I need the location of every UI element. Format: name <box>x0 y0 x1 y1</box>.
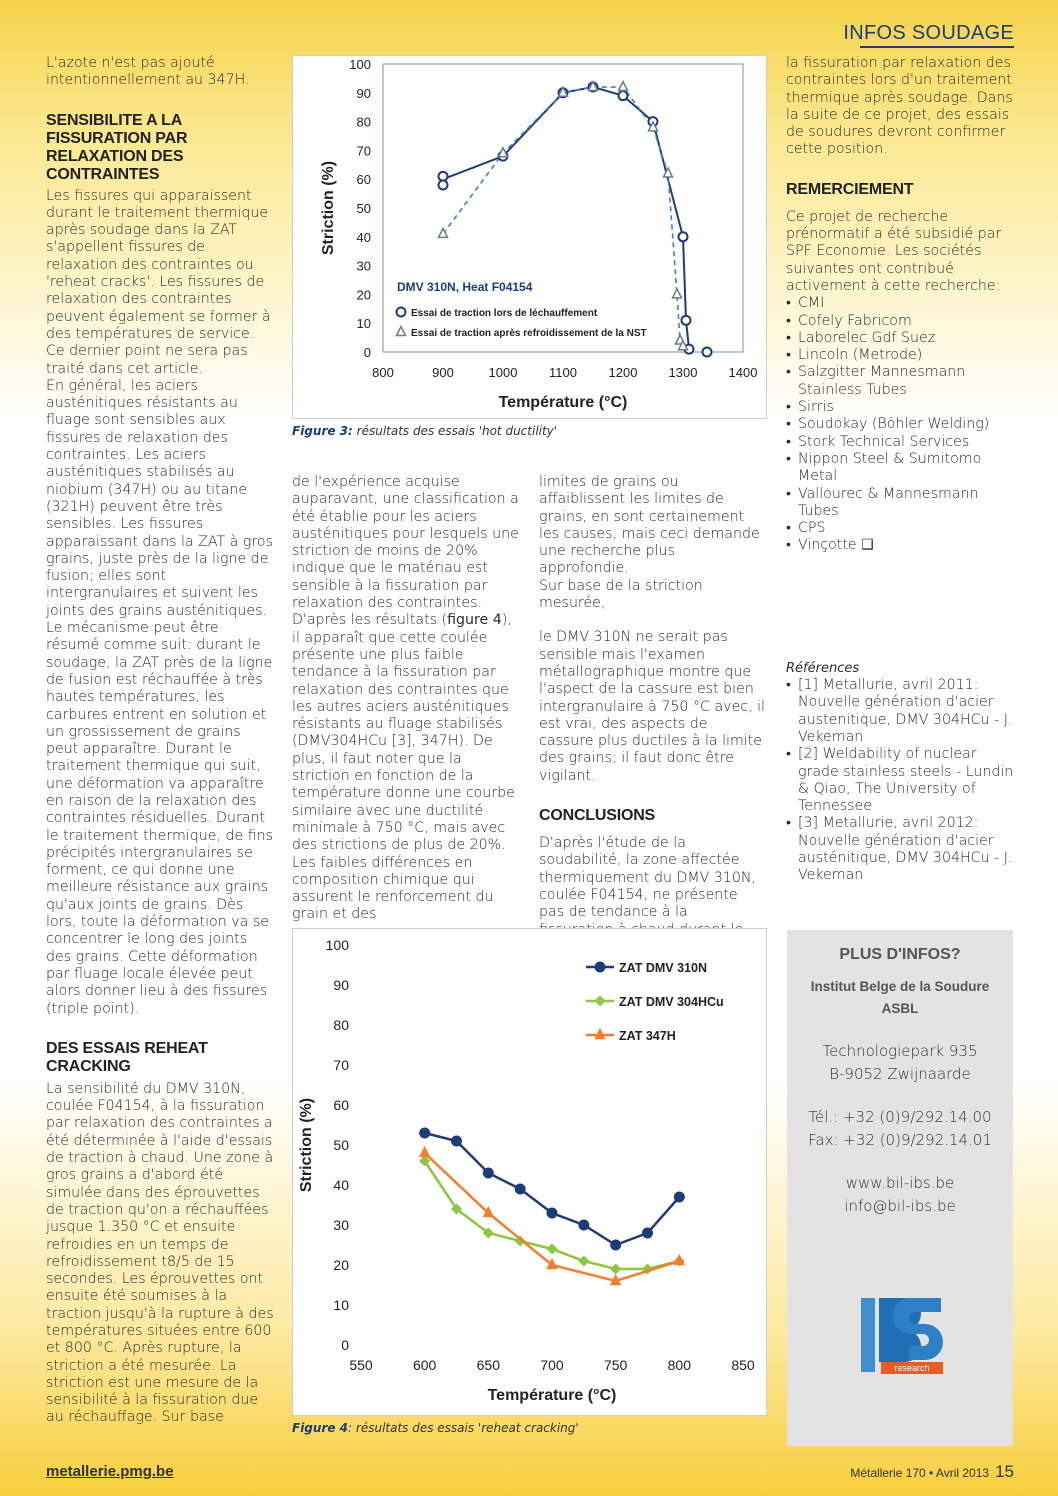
reference-item: • [1] Metallurie, avril 2011: Nouvelle génération d'acier austenitique, DMV 304HCu - J. Vekeman <box>786 677 1014 746</box>
legend-marker <box>596 997 605 1006</box>
y-tick-label: 10 <box>333 1297 349 1313</box>
caption-text: résultats des essais 'hot ductility' <box>352 424 558 438</box>
contact-phones <box>787 1106 1013 1152</box>
data-point <box>619 91 628 100</box>
section-heading: REMERCIEMENT <box>786 180 914 198</box>
sponsor-item: • Salzgitter Mannesmann Stainless Tubes <box>786 364 1014 399</box>
data-point <box>516 1185 525 1194</box>
website-link[interactable]: www.bil-ibs.be <box>845 1174 955 1192</box>
data-point <box>420 1148 429 1157</box>
figure-4-svg <box>293 929 766 1415</box>
y-tick-label: 60 <box>333 1097 349 1113</box>
sponsor-item: • Nippon Steel & Sumitomo Metal <box>786 451 1014 486</box>
figure-3-chart <box>292 55 767 419</box>
figure-3-caption <box>292 424 557 438</box>
issue-text: Métallerie 170 • Avril 2013 <box>850 1466 990 1480</box>
x-tick-label: 1000 <box>488 365 518 380</box>
y-tick-label: 20 <box>356 287 371 303</box>
data-point <box>673 289 682 298</box>
section-heading: DES ESSAIS REHEAT CRACKING <box>46 1039 208 1075</box>
figure-reference: figure 4 <box>447 612 502 629</box>
y-tick-label: 20 <box>333 1257 349 1273</box>
data-point <box>675 1193 684 1202</box>
org-line: Institut Belge de la Soudure <box>810 979 990 994</box>
section-header: INFOS SOUDAGE <box>843 22 1014 44</box>
reference-item: • [2] Weldability of nuclear grade stainless steels - Lundin & Qiao, The University of Tennessee <box>786 746 1014 815</box>
sponsor-item: • Sirris <box>786 399 1014 416</box>
paragraph: la fissuration par relaxation des contraintes lors d'un traitement thermique après soudage. Dans la suite de ce projet, des essais de soudures devront confirmer cette position. <box>786 55 1013 158</box>
sponsor-item: • Vinçotte ❑ <box>786 537 1014 554</box>
data-point <box>420 1129 429 1138</box>
legend-label: ZAT 347H <box>619 1029 676 1043</box>
references-title: Références <box>786 660 860 676</box>
legend-marker <box>596 963 605 972</box>
footer-site-link[interactable]: metallerie.pmg.be <box>46 1463 174 1480</box>
data-point <box>439 180 448 189</box>
fax: Fax: +32 (0)9/292.14.01 <box>808 1131 992 1149</box>
data-point <box>579 1221 588 1230</box>
x-tick-label: 550 <box>349 1357 373 1373</box>
legend-label: Essai de traction après refroidissement de la NST <box>411 328 647 339</box>
footer-issue <box>850 1462 1014 1482</box>
sponsor-item: • Lincoln (Metrode) <box>786 347 1014 364</box>
data-point <box>611 1265 620 1274</box>
figure-label: Figure 3: <box>292 424 353 438</box>
column-4 <box>786 55 1014 885</box>
ibs-logo <box>859 1296 945 1376</box>
y-tick-label: 90 <box>333 977 349 993</box>
data-point <box>579 1257 588 1266</box>
y-tick-label: 40 <box>333 1177 349 1193</box>
contact-web <box>787 1172 1013 1218</box>
paragraph: Le mécanisme peut être résumé comme suit: durant le soudage, la ZAT près de la ligne de fusion est réchauffée à très hautes températures, les carbures entrent en solution et un grossissement de grains peut apparaître. Durant le traitement thermique qui suit, une déformation va apparaître en raison de la relaxation des contraintes résiduelles. Durant le traitement thermique, de fins précipités intergranulaires se forment, ce qui donne une meilleure résistance aux grains qu'aux joints de grains. Dès lors, toute la déformation va se concentrer le long des joints des grains. Cette déformation par fluage locale élevée peut alors donner lieu à des fissures (triple point). <box>46 620 274 1017</box>
legend-label: ZAT DMV 304HCu <box>619 995 724 1009</box>
info-title: PLUS D'INFOS? <box>839 946 961 963</box>
data-point <box>484 1169 493 1178</box>
legend-label: Essai de traction lors de léchauffement <box>411 308 598 319</box>
paragraph: Les fissures qui apparaissent durant le traitement thermique après soudage dans la ZAT s'appellent fissures de relaxation des contraintes ou 'reheat cracks'. Les fissures de relaxation des contraintes peuvent également se former à des températures de service. Ce dernier point ne sera pas traité dans cet article. <box>46 187 271 377</box>
data-point <box>643 1229 652 1238</box>
paragraph <box>292 612 519 923</box>
x-tick-label: 1400 <box>728 365 758 380</box>
address <box>787 1040 1013 1086</box>
paragraph: En général, les aciers austénitiques résistants au fluage sont sensibles aux fissures de relaxation des contraintes. Les aciers austénitiques stabilisés au niobium (347H) ou au titane (321H) peuvent être très sensibles. Les fissures apparaissant dans la ZAT à gros grains, juste près de la ligne de fusion; elles sont intergranulaires et suivent les joints des grains austénitiques. <box>46 377 273 619</box>
info-box <box>787 930 1013 1446</box>
x-axis-label: Température (°C) <box>498 394 628 411</box>
y-tick-label: 100 <box>325 937 349 953</box>
y-tick-label: 0 <box>363 345 371 360</box>
column-2 <box>292 474 519 924</box>
sponsor-item: • Laborelec Gdf Suez <box>786 330 1014 347</box>
reference-list <box>786 677 1014 885</box>
y-tick-label: 90 <box>356 85 371 101</box>
y-tick-label: 50 <box>356 201 371 216</box>
y-tick-label: 40 <box>356 229 371 245</box>
organization-name <box>787 976 1013 1020</box>
figure-4-caption <box>292 1421 579 1435</box>
y-axis-label: Striction (%) <box>298 1097 315 1193</box>
x-axis-label: Température (°C) <box>487 1387 617 1404</box>
y-tick-label: 30 <box>356 258 371 274</box>
x-tick-label: 1300 <box>668 365 698 380</box>
x-tick-label: 650 <box>476 1357 501 1373</box>
sponsor-list <box>786 295 1014 554</box>
y-tick-label: 80 <box>333 1017 349 1033</box>
logo-text: research <box>894 1363 930 1373</box>
sponsor-item: • Cofely Fabricom <box>786 313 1014 330</box>
paragraph: L'azote n'est pas ajouté intentionnellement au 347H. <box>46 55 250 89</box>
legend-marker <box>397 308 406 317</box>
y-tick-label: 80 <box>356 114 371 130</box>
paragraph: Sur base de la striction mesurée, <box>539 577 703 612</box>
data-point <box>703 348 712 357</box>
figure-4-chart <box>292 928 767 1416</box>
text: D'après les résultats ( <box>292 612 448 629</box>
reference-item: • [3] Metallurie, avril 2012: Nouvelle génération d'acier austénitique, DMV 304HCu - J. Vekeman <box>786 815 1014 884</box>
paragraph: D'après l'étude de la soudabilité, la zone affectée thermiquement du DMV 310N, coulée F04154, ne présente pas de tendance à la <box>539 835 757 921</box>
data-point <box>439 228 448 237</box>
data-point <box>548 1209 557 1218</box>
y-tick-label: 100 <box>349 57 371 72</box>
x-tick-label: 1100 <box>549 365 577 380</box>
text: ), il apparaît que cette coulée présente une plus faible tendance à la fissuration par relaxation des contraintes que les autres aciers austénitiques résistants au fluage stabilisés (DMV304HCu [3], 347H). De plus, il faut noter que la striction en fonction de la température donne une courbe similaire avec une ductilité minimale à 750 °C, mais avec des strictions de plus de 20%. Les faibles différences en composition chimique qui assurent le renforcement du grain et des <box>292 612 515 923</box>
y-tick-label: 0 <box>341 1337 349 1353</box>
page-number: 15 <box>995 1462 1014 1481</box>
section-heading: SENSIBILITE A LA FISSURATION PAR RELAXATION DES CONTRAINTES <box>46 111 188 183</box>
paragraph: limites de grains ou affaiblissent les limites de grains, en sont certainement les causes, mais ceci demande une recherche plus approfondie. <box>539 474 760 577</box>
x-tick-label: 850 <box>731 1357 755 1373</box>
org-line: ASBL <box>881 1001 919 1016</box>
y-axis-label: Striction (%) <box>320 160 337 256</box>
x-tick-label: 900 <box>432 365 454 380</box>
paragraph: La sensibilité du DMV 310N, coulée F04154, à la fissuration par relaxation des contraintes a été déterminée à l'aide d'essais de traction à chaud. Une zone à gros grains a d'abord été simulée dans des éprouvettes de traction qu'on a réchauffées jusque 1.350 °C et ensuite refroidies en un temps de refroidissement t8/5 de 15 secondes. Les éprouvettes ont ensuite été soumises à la traction jusqu'à la rupture à des températures situées entre 600 et 800 °C. Après rupture, la striction a été mesurée. La striction est une mesure de la sensibilité à la fissuration due au réchauffage. Sur base <box>46 1080 274 1426</box>
x-tick-label: 800 <box>667 1357 692 1373</box>
data-point <box>682 316 691 325</box>
sponsor-item: • CMI <box>786 295 1014 312</box>
x-tick-label: 750 <box>603 1357 628 1373</box>
x-tick-label: 700 <box>540 1357 564 1373</box>
y-tick-label: 10 <box>356 316 371 332</box>
y-tick-label: 70 <box>356 143 371 159</box>
paragraph: Ce projet de recherche prénormatif a été subsidié par SPF Economie. Les sociétés suivantes ont contribué activement à cette recherche: <box>786 208 1002 294</box>
address-line: B-9052 Zwijnaarde <box>829 1065 971 1083</box>
sponsor-item: • Stork Technical Services <box>786 434 1014 451</box>
y-tick-label: 30 <box>333 1217 349 1233</box>
sponsor-item: • CPS <box>786 520 1014 537</box>
phone: Tél.: +32 (0)9/292.14.00 <box>808 1108 992 1126</box>
y-tick-label: 60 <box>356 172 371 188</box>
sponsor-item: • Vallourec & Mannesmann Tubes <box>786 486 1014 521</box>
data-point <box>679 232 688 241</box>
legend-label: ZAT DMV 310N <box>619 961 707 975</box>
column-3 <box>539 474 765 956</box>
data-point <box>548 1245 557 1254</box>
x-tick-label: 600 <box>412 1357 437 1373</box>
x-tick-label: 1200 <box>608 365 638 380</box>
address-line: Technologiepark 935 <box>822 1042 978 1060</box>
data-point <box>619 82 628 91</box>
y-tick-label: 50 <box>333 1137 349 1153</box>
email-link[interactable]: info@bil-ibs.be <box>844 1197 956 1215</box>
caption-text: : résultats des essais 'reheat cracking' <box>348 1421 579 1435</box>
data-point <box>452 1137 461 1146</box>
y-tick-label: 70 <box>333 1057 349 1073</box>
section-heading: CONCLUSIONS <box>539 807 656 825</box>
column-1 <box>46 55 274 1427</box>
figure-label: Figure 4 <box>292 1421 349 1435</box>
x-tick-label: 800 <box>372 365 394 380</box>
section-header-underline <box>860 46 1014 48</box>
sponsor-item: • Soudokay (Böhler Welding) <box>786 416 1014 433</box>
legend-marker <box>397 327 406 336</box>
paragraph: de l'expérience acquise auparavant, une classification a été établie pour les aciers austénitiques pour lesquels une striction de moins de 20% indique que le matériau est sensible à la fissuration par relaxation des contraintes. <box>292 474 519 612</box>
chart-title: DMV 310N, Heat F04154 <box>397 280 533 294</box>
paragraph: le DMV 310N ne serait pas sensible mais l'examen métallographique montre que l'aspect de la cassure est bien intergranulaire à 750 °C avec, il est vrai, des aspects de cassure plus ductiles à la limite des grains; il faut donc être vigilant. <box>539 629 765 784</box>
data-point <box>611 1241 620 1250</box>
figure-3-svg <box>293 56 766 418</box>
